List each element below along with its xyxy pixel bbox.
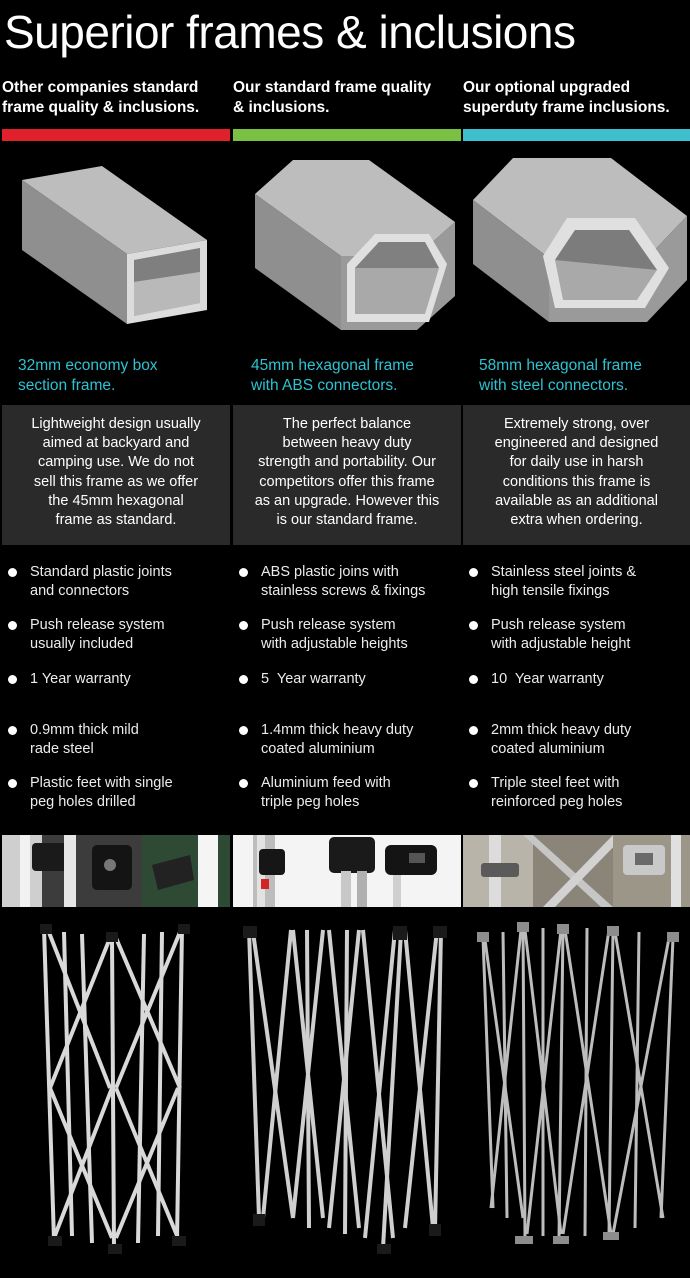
bullet-icon [8, 568, 17, 577]
feature-line: with adjustable heights [261, 636, 408, 653]
box-section-tube-icon [2, 152, 230, 352]
feature-line: Push release system [491, 617, 626, 633]
description-line: sell this frame as we offer [33, 473, 199, 490]
hexagonal-tube-icon [233, 152, 461, 352]
frame-structure-photo [463, 918, 690, 1258]
feature-line: Triple steel feet with [491, 775, 620, 791]
frame-structure-photo [233, 918, 461, 1258]
subtitle-line: 45mm hexagonal frame [251, 357, 414, 374]
bullet-icon [469, 779, 478, 788]
accent-bar-red [2, 129, 230, 141]
accent-bar-green [233, 129, 461, 141]
feature-line: 5 Year warranty [261, 671, 366, 687]
subtitle-line: 32mm economy box [18, 357, 158, 374]
column-header [233, 78, 461, 118]
description-line: competitors offer this frame [259, 473, 435, 490]
joint-closeup-photo [463, 835, 690, 907]
description-line: is our standard frame. [276, 512, 418, 529]
subtitle-line: with ABS connectors. [251, 377, 398, 394]
bullet-icon [239, 568, 248, 577]
feature-line: rade steel [30, 741, 94, 758]
feature-line: high tensile fixings [491, 583, 610, 600]
frame-subtitle [18, 356, 158, 396]
subtitle-line: with steel connectors. [479, 377, 629, 394]
feature-line: usually included [30, 636, 134, 653]
feature-line: triple peg holes [261, 794, 360, 811]
frame-structure-photo [2, 918, 230, 1258]
bullet-icon [8, 675, 17, 684]
description-line: The perfect balance [282, 416, 412, 432]
feature-line: Plastic feet with single [30, 775, 173, 791]
column-header [463, 78, 690, 118]
bullet-icon [239, 675, 248, 684]
feature-line: with adjustable height [491, 636, 631, 653]
feature-line: reinforced peg holes [491, 794, 623, 811]
header-line: Other companies standard [2, 79, 199, 96]
joint-closeup-photo [2, 835, 230, 907]
description-line: extra when ordering. [510, 512, 643, 529]
description-line: aimed at backyard and [42, 435, 190, 452]
description-line: conditions this frame is [502, 473, 651, 490]
description-line: between heavy duty [282, 435, 412, 452]
header-line: frame quality & inclusions. [2, 99, 200, 116]
header-line: Our standard frame quality [233, 79, 432, 96]
column-header [2, 78, 230, 118]
feature-line: Standard plastic joints [30, 564, 172, 580]
frame-subtitle [251, 356, 414, 396]
feature-line: coated aluminium [261, 741, 375, 758]
feature-line: stainless screws & fixings [261, 583, 426, 600]
frame-subtitle [479, 356, 642, 396]
bullet-icon [239, 779, 248, 788]
description-line: the 45mm hexagonal [48, 492, 184, 509]
bullet-icon [8, 779, 17, 788]
description-line: Lightweight design usually [31, 416, 201, 432]
feature-line: 0.9mm thick mild [30, 722, 139, 738]
bullet-icon [239, 726, 248, 735]
description-box [2, 405, 230, 545]
description-box [463, 405, 690, 545]
feature-line: 1 Year warranty [30, 671, 131, 687]
description-line: engineered and designed [494, 435, 659, 452]
column-optional-upgrade [463, 0, 690, 1278]
feature-line: ABS plastic joins with [261, 564, 399, 580]
bullet-icon [469, 675, 478, 684]
description-line: strength and portability. Our [258, 454, 436, 471]
header-line: superduty frame inclusions. [463, 99, 670, 116]
subtitle-line: section frame. [18, 377, 116, 394]
description-box [233, 405, 461, 545]
column-our-standard [233, 0, 461, 1278]
description-line: Extremely strong, over [503, 416, 650, 432]
subtitle-line: 58mm hexagonal frame [479, 357, 642, 374]
feature-line: peg holes drilled [30, 794, 136, 811]
bullet-icon [8, 621, 17, 630]
feature-line: coated aluminium [491, 741, 605, 758]
header-line: Our optional upgraded [463, 79, 631, 96]
feature-line: 2mm thick heavy duty [491, 722, 632, 738]
description-line: as an upgrade. However this [254, 492, 440, 509]
feature-line: Push release system [261, 617, 396, 633]
feature-line: Push release system [30, 617, 165, 633]
feature-line: Stainless steel joints & [491, 564, 637, 580]
bullet-icon [8, 726, 17, 735]
bullet-icon [469, 621, 478, 630]
feature-line: Aluminium feed with [261, 775, 391, 791]
page-title: Superior frames & inclusions [4, 6, 576, 58]
header-line: & inclusions. [233, 99, 330, 116]
description-line: camping use. We do not [37, 454, 195, 471]
feature-line: and connectors [30, 583, 130, 600]
feature-line: 1.4mm thick heavy duty [261, 722, 414, 738]
joint-closeup-photo [233, 835, 461, 907]
description-line: for daily use in harsh [509, 454, 644, 471]
column-other-companies [2, 0, 230, 1278]
large-hexagonal-tube-icon [463, 152, 690, 352]
bullet-icon [469, 726, 478, 735]
description-line: available as an additional [495, 492, 658, 509]
feature-line: 10 Year warranty [491, 671, 604, 687]
description-line: frame as standard. [55, 512, 177, 529]
bullet-icon [469, 568, 478, 577]
accent-bar-blue [463, 129, 690, 141]
bullet-icon [239, 621, 248, 630]
